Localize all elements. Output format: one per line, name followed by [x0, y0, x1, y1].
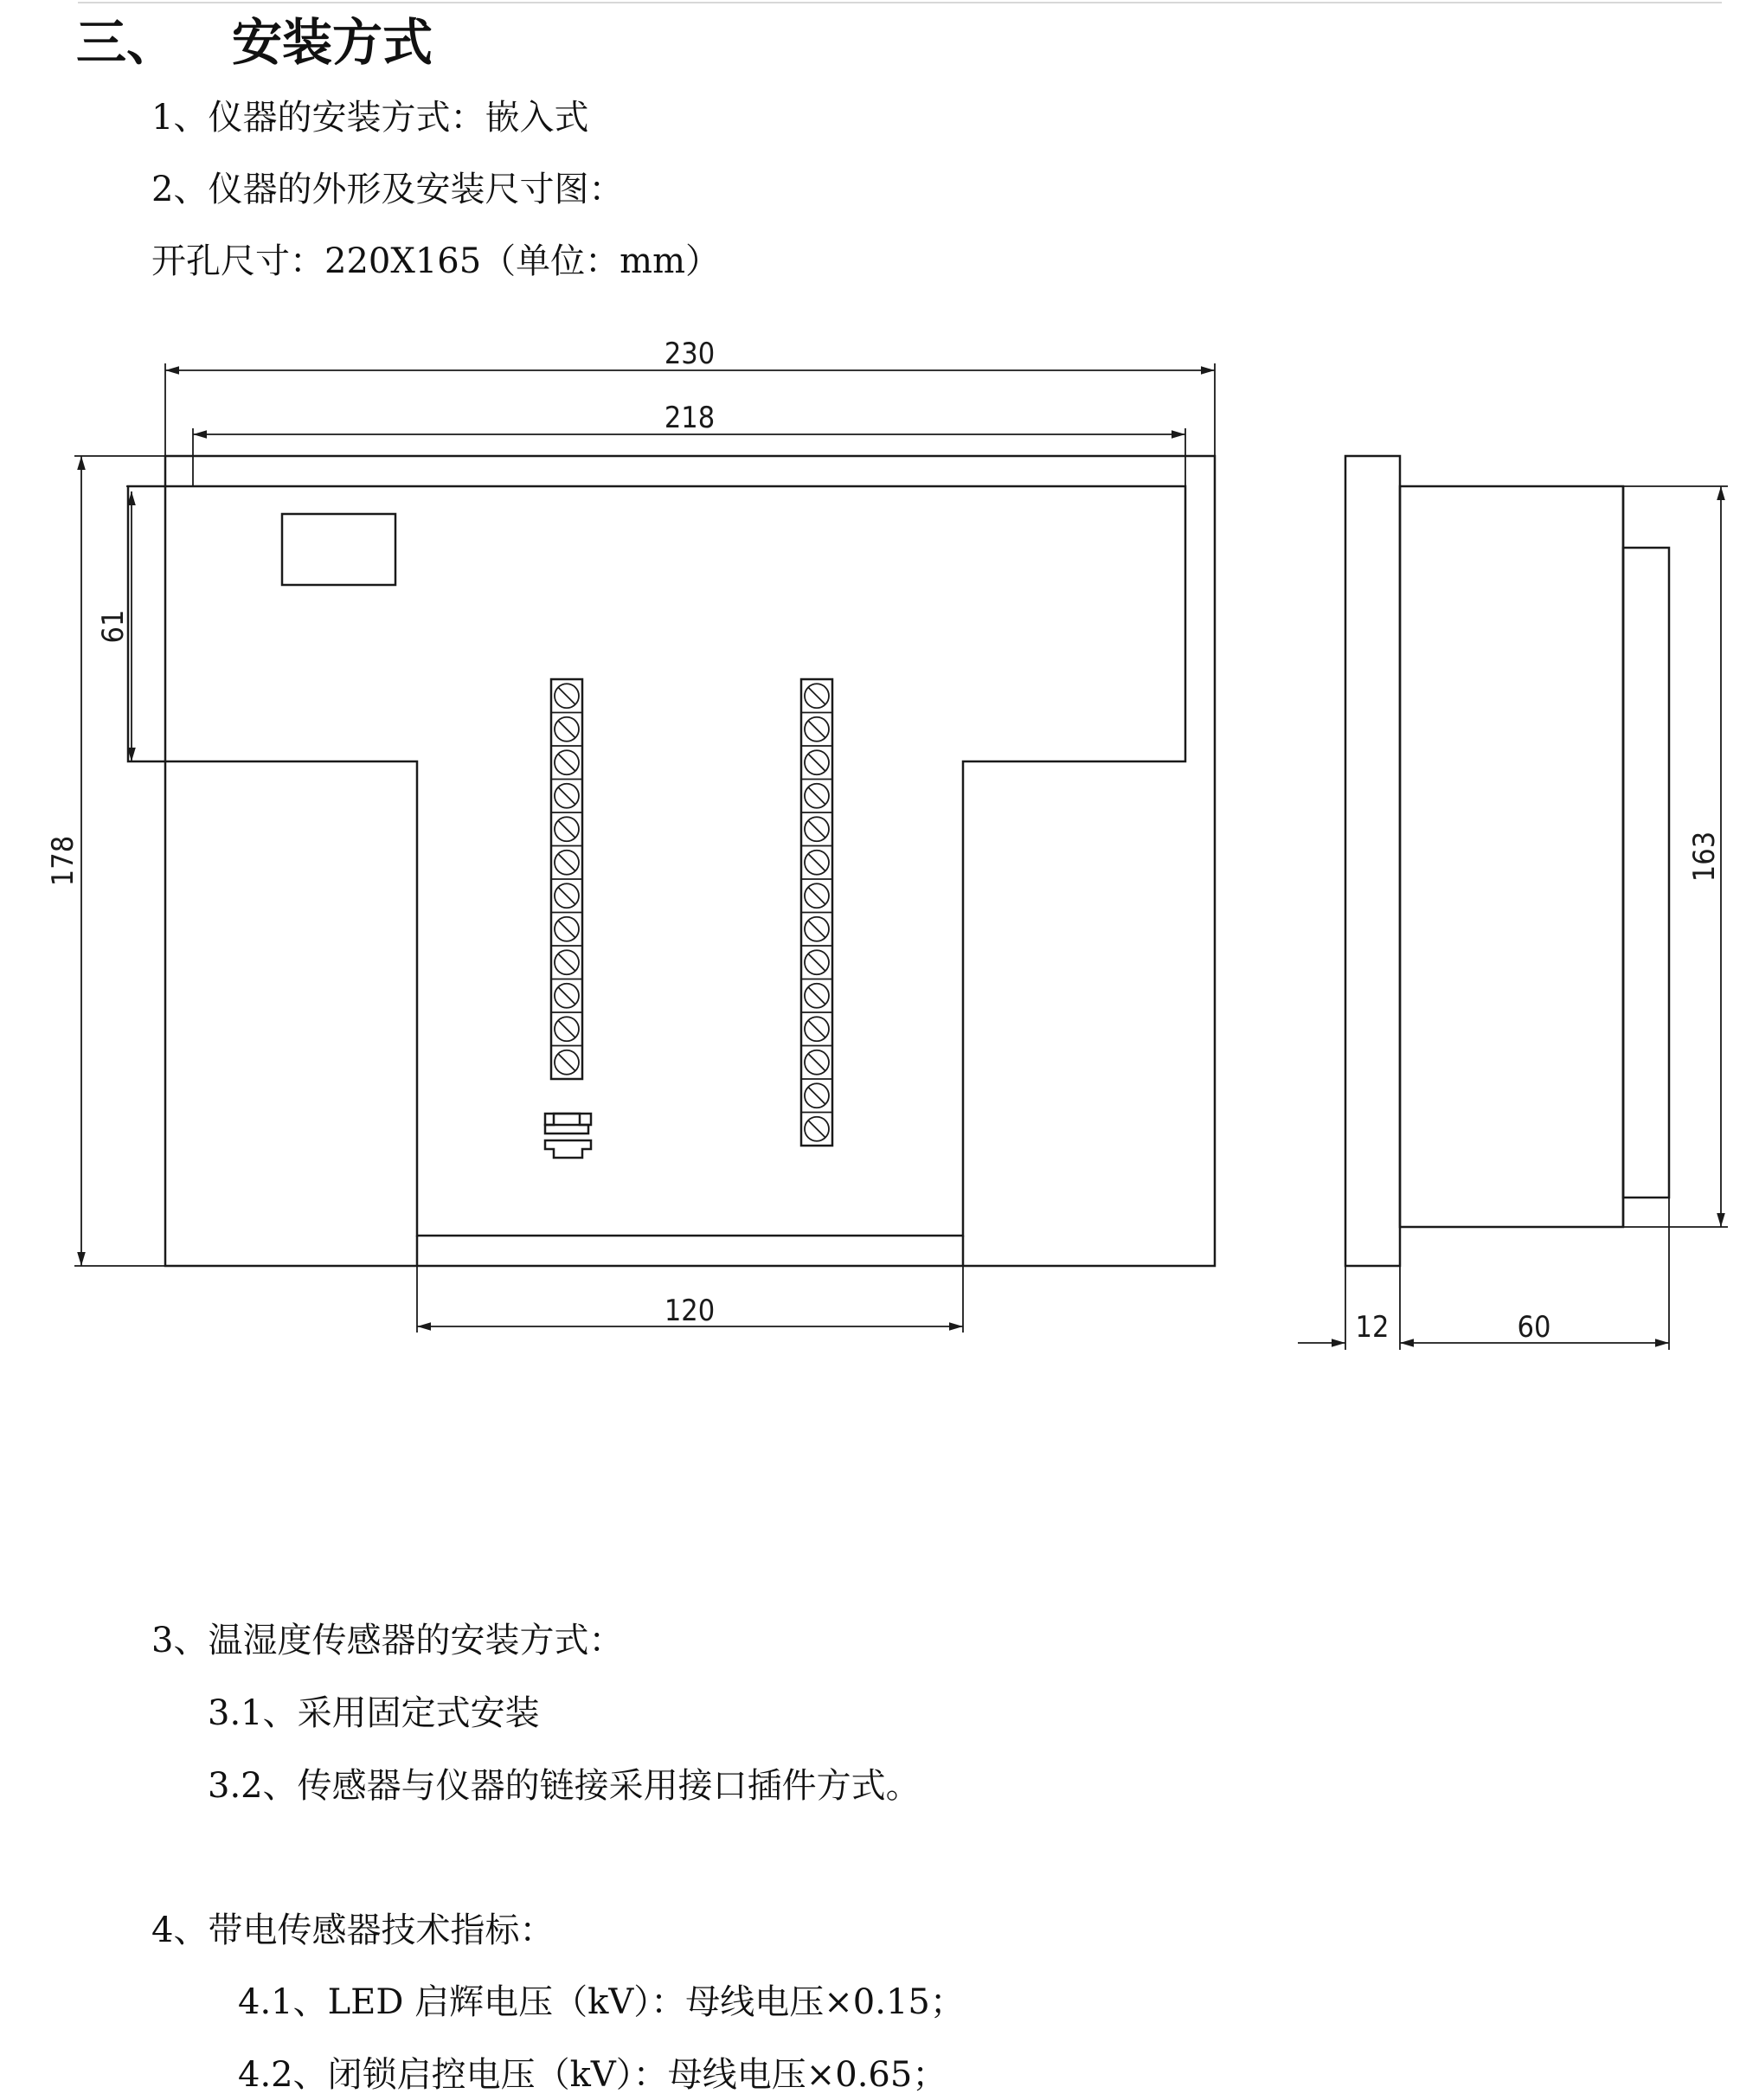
terminal-screw — [551, 746, 582, 774]
dimension-61 — [96, 486, 132, 761]
terminal-screw — [801, 846, 832, 875]
section-title: 安装方式 — [232, 13, 433, 72]
display-window — [282, 514, 395, 585]
terminal-strip-right — [801, 679, 832, 1146]
dim-label-230: 230 — [664, 337, 716, 371]
terminal-screw — [805, 684, 829, 708]
dim-label-61: 61 — [96, 609, 131, 644]
terminal-screw — [801, 879, 832, 908]
terminal-screw — [551, 913, 582, 941]
terminal-screw — [551, 946, 582, 974]
panel-outline — [165, 456, 1215, 1266]
item-fixed-mount: 3.1、采用固定式安装 — [208, 1693, 540, 1733]
dimension-12-60 — [1298, 1198, 1669, 1350]
dimension-230 — [165, 337, 1215, 456]
terminal-screw — [555, 684, 579, 708]
section-number: 三、 — [76, 13, 177, 72]
front-view — [46, 337, 1215, 1333]
dimension-218 — [193, 401, 1185, 486]
terminal-screw — [801, 1012, 832, 1041]
top-rule — [78, 2, 1722, 3]
dimension-163 — [1623, 486, 1728, 1227]
terminal-screw — [551, 713, 582, 742]
terminal-screw — [551, 879, 582, 908]
dimension-drawing — [0, 320, 1759, 1367]
dim-label-218: 218 — [664, 401, 716, 435]
terminal-screw — [551, 812, 582, 841]
terminal-screw — [801, 1046, 832, 1075]
item-connector-plugin: 3.2、传感器与仪器的链接采用接口插件方式。 — [208, 1766, 921, 1806]
item-cutout-size: 开孔尺寸：220X165（单位：mm） — [151, 241, 721, 281]
dim-label-178: 178 — [46, 835, 80, 887]
terminal-screw — [801, 746, 832, 774]
terminal-screw — [551, 1012, 582, 1041]
dim-label-12: 12 — [1355, 1310, 1390, 1345]
dim-label-120: 120 — [664, 1294, 716, 1328]
item-lock-voltage: 4.2、闭锁启控电压（kV）：母线电压×0.65； — [238, 2055, 947, 2095]
terminal-screw — [801, 913, 832, 941]
terminal-screw — [801, 946, 832, 974]
terminal-screw — [801, 713, 832, 742]
side-terminal-block — [1623, 548, 1669, 1198]
dim-label-60: 60 — [1517, 1310, 1551, 1345]
terminal-screw — [551, 1046, 582, 1075]
item-outline-heading: 2、仪器的外形及安装尺寸图： — [151, 170, 624, 209]
terminal-screw — [551, 846, 582, 875]
connector-symbol — [545, 1114, 591, 1158]
terminal-screw — [801, 780, 832, 808]
terminal-screw — [801, 812, 832, 841]
section-heading — [76, 12, 433, 73]
terminal-screw — [551, 979, 582, 1008]
dim-label-163: 163 — [1687, 831, 1722, 883]
terminal-screw — [551, 780, 582, 808]
item-live-sensor-specs: 4、带电传感器技术指标： — [151, 1911, 555, 1950]
item-mount-type: 1、仪器的安装方式：嵌入式 — [151, 98, 589, 138]
side-bezel — [1345, 456, 1400, 1266]
item-sensor-mounting: 3、温湿度传感器的安装方式： — [151, 1621, 624, 1660]
terminal-screw — [801, 1113, 832, 1141]
dimension-120 — [417, 1266, 963, 1333]
side-body — [1400, 486, 1623, 1227]
terminal-screw — [801, 979, 832, 1008]
housing-outline — [128, 486, 1185, 1236]
dimension-178 — [46, 456, 165, 1266]
terminal-screw — [801, 1079, 832, 1108]
terminal-strip-left — [551, 679, 582, 1079]
item-led-voltage: 4.1、LED 启辉电压（kV）：母线电压×0.15； — [238, 1982, 965, 2022]
side-view — [1298, 456, 1728, 1350]
